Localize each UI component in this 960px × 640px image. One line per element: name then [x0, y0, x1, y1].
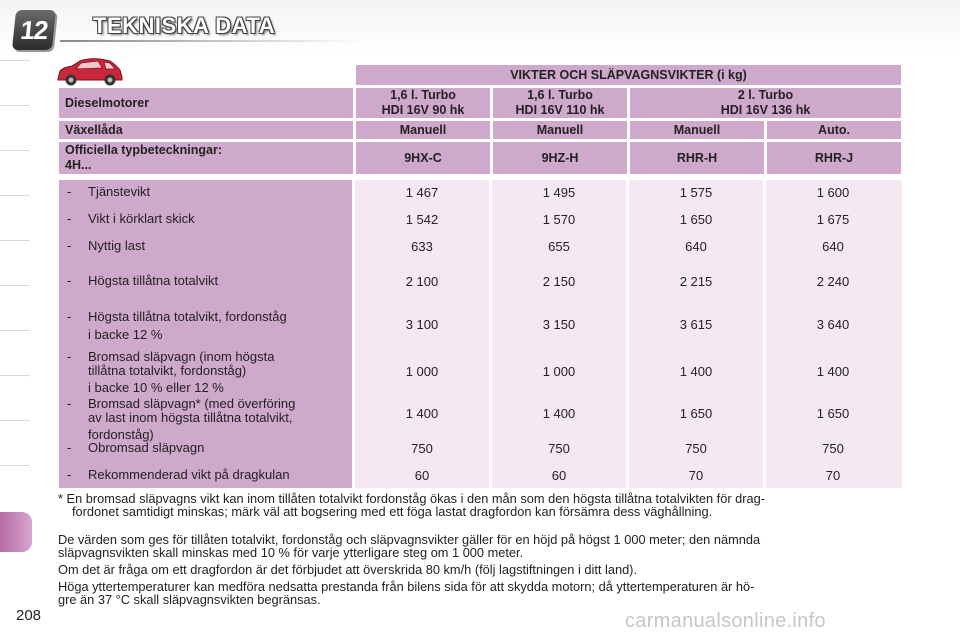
weights-table-header [56, 62, 904, 177]
footnote-line: * En bromsad släpvagns vikt kan inom tillåten totalvikt fordonståg ökas i den mån som den högsta tillåtna totalvikten för drag- [58, 491, 766, 506]
engine-header-1 [356, 88, 490, 118]
weight-value: 1 542 [405, 212, 439, 227]
watermark: carmanualsonline.info [625, 610, 826, 632]
weight-value: 1 570 [542, 212, 576, 227]
weights-table-body [59, 180, 902, 488]
engine-header-2 [493, 88, 627, 118]
type-code: 9HZ-H [493, 142, 627, 174]
edge-tab [0, 195, 30, 199]
engine-header-line: 1,6 l. Turbo [527, 88, 593, 102]
weight-value: 1 467 [405, 185, 439, 200]
page-number: 208 [16, 607, 42, 624]
row-label-line: Obromsad släpvagn [88, 440, 205, 455]
edge-tab [0, 150, 30, 154]
row-label-text [88, 310, 338, 342]
row-label-text [88, 468, 338, 482]
footnote-asterisk [58, 492, 908, 518]
page-title: TEKNISKA DATA [93, 13, 276, 38]
weight-value: 60 [551, 468, 567, 483]
weight-value: 1 600 [816, 185, 850, 200]
gearbox-value: Manuell [630, 121, 764, 139]
weight-value: 70 [688, 468, 704, 483]
row-label-text [88, 274, 338, 288]
row-bullet-dash: - [67, 211, 72, 226]
weight-value: 2 215 [679, 274, 713, 289]
edge-tab [0, 60, 30, 64]
weight-value: 60 [414, 468, 430, 483]
paragraph-line: Om det är fråga om ett dragfordon är det förbjudet att överskrida 80 km/h (följ lagstiftningen i ditt land). [58, 562, 637, 577]
row-label-line: Högsta tillåtna totalvikt, fordonståg [88, 309, 287, 324]
row-label-line: i backe 10 % eller 12 % [88, 380, 224, 395]
weight-value: 3 640 [816, 317, 850, 332]
edge-tab [0, 285, 30, 289]
row-label-text [88, 212, 338, 226]
weight-value: 640 [822, 239, 844, 254]
engine-header-line: 1,6 l. Turbo [390, 88, 456, 102]
row-bullet-dash: - [67, 184, 72, 199]
table-corner [59, 65, 353, 85]
edge-tab [0, 105, 30, 109]
type-code: 9HX-C [356, 142, 490, 174]
type-code: RHR-J [767, 142, 901, 174]
row-bullet-dash: - [67, 467, 72, 482]
row-label-line: av last inom högsta tillåtna totalvikt, [88, 410, 293, 425]
row-label-line: Högsta tillåtna totalvikt [88, 273, 219, 288]
row-label-text [88, 397, 338, 442]
engine-header-line: 2 l. Turbo [737, 88, 794, 102]
row-label-text [88, 441, 338, 455]
row-label-line: i backe 12 % [88, 327, 163, 342]
row-bullet-dash: - [67, 349, 72, 364]
row-label-line: Tjänstevikt [88, 184, 151, 199]
gearbox-value: Manuell [493, 121, 627, 139]
weight-value: 2 100 [405, 274, 439, 289]
edge-tab [0, 465, 30, 469]
engine-header-line: HDI 16V 110 hk [515, 103, 605, 117]
weight-value: 1 400 [405, 406, 439, 421]
chapter-number-badge: 12 [12, 10, 56, 50]
weight-value: 1 495 [542, 185, 576, 200]
chapter-edge-tabs [0, 60, 34, 560]
gearbox-value: Auto. [767, 121, 901, 139]
row-label-line: fordonståg) [88, 427, 154, 442]
edge-tab [0, 420, 30, 424]
row-label-line: Bromsad släpvagn* (med överföring [88, 396, 296, 411]
row-label-line: Rekommenderad vikt på dragkulan [88, 467, 290, 482]
weight-value: 1 650 [679, 212, 713, 227]
weight-value: 2 150 [542, 274, 576, 289]
edge-tab-active [0, 512, 32, 552]
weight-value: 1 000 [405, 364, 439, 379]
weight-value: 633 [411, 239, 433, 254]
row-bullet-dash: - [67, 273, 72, 288]
weight-value: 1 000 [542, 364, 576, 379]
row-label-line: tillåtna totalvikt, fordonståg) [88, 363, 247, 378]
type-code: RHR-H [630, 142, 764, 174]
paragraph-line: De värden som ges för tillåten totalvikt, fordonståg och släpvagnsvikter gäller för en höjd på högst 1 000 meter; den nämnda [58, 532, 761, 547]
weight-value: 750 [822, 441, 844, 456]
table-title: VIKTER OCH SLÄPVAGNSVIKTER (i kg) [356, 65, 901, 85]
weight-value: 70 [825, 468, 841, 483]
row-label-line: Nyttig last [88, 238, 146, 253]
type-row-label [59, 142, 353, 174]
footnote-line: fordonet samtidigt minskas; märk väl att bogsering med ett föga lastat dragfordon kan försämra dess väghållning. [72, 504, 713, 519]
paragraph-temperature [58, 580, 908, 606]
paragraph-line: släpvagnsvikten skall minskas med 10 % för varje ytterligare steg om 1 000 meter. [58, 545, 524, 560]
weight-value: 3 615 [679, 317, 713, 332]
row-bullet-dash: - [67, 440, 72, 455]
row-label-line: Vikt i körklart skick [88, 211, 195, 226]
edge-tab [0, 240, 30, 244]
weight-value: 1 400 [816, 364, 850, 379]
weight-value: 1 400 [679, 364, 713, 379]
weight-value: 1 575 [679, 185, 713, 200]
type-label-line: Officiella typbeteckningar: [65, 143, 222, 157]
edge-tab [0, 330, 30, 334]
weight-value: 640 [685, 239, 707, 254]
row-label-line: Bromsad släpvagn (inom högsta [88, 349, 275, 364]
title-underline [60, 40, 360, 42]
page-header [0, 0, 960, 54]
gearbox-row-label: Växellåda [59, 121, 353, 139]
edge-tab [0, 375, 30, 379]
weight-value: 3 100 [405, 317, 439, 332]
weight-value: 1 400 [542, 406, 576, 421]
row-bullet-dash: - [67, 396, 72, 411]
weight-value: 750 [411, 441, 433, 456]
paragraph-altitude [58, 533, 908, 559]
row-bullet-dash: - [67, 238, 72, 253]
weight-value: 1 650 [816, 406, 850, 421]
paragraph-line: gre än 37 °C skall släpvagnsvikten begränsas. [58, 592, 321, 607]
weight-value: 1 650 [679, 406, 713, 421]
row-bullet-dash: - [67, 309, 72, 324]
gearbox-value: Manuell [356, 121, 490, 139]
weight-value: 750 [685, 441, 707, 456]
engine-header-line: HDI 16V 90 hk [381, 103, 465, 117]
engine-header-line: HDI 16V 136 hk [720, 103, 811, 117]
weight-value: 655 [548, 239, 570, 254]
paragraph-line: Höga yttertemperaturer kan medföra nedsatta prestanda från bilens sida för att skydda motorn; då yttertemperaturen är hö- [58, 579, 755, 594]
type-label-line: 4H... [65, 158, 92, 172]
row-label-text [88, 239, 338, 253]
weight-value: 1 675 [816, 212, 850, 227]
weight-value: 2 240 [816, 274, 850, 289]
row-label-text [88, 350, 338, 395]
engine-header-3 [630, 88, 901, 118]
weight-value: 3 150 [542, 317, 576, 332]
row-label-text [88, 185, 338, 199]
paragraph-speed [58, 563, 908, 576]
weight-value: 750 [548, 441, 570, 456]
engine-row-label: Dieselmotorer [59, 88, 353, 118]
